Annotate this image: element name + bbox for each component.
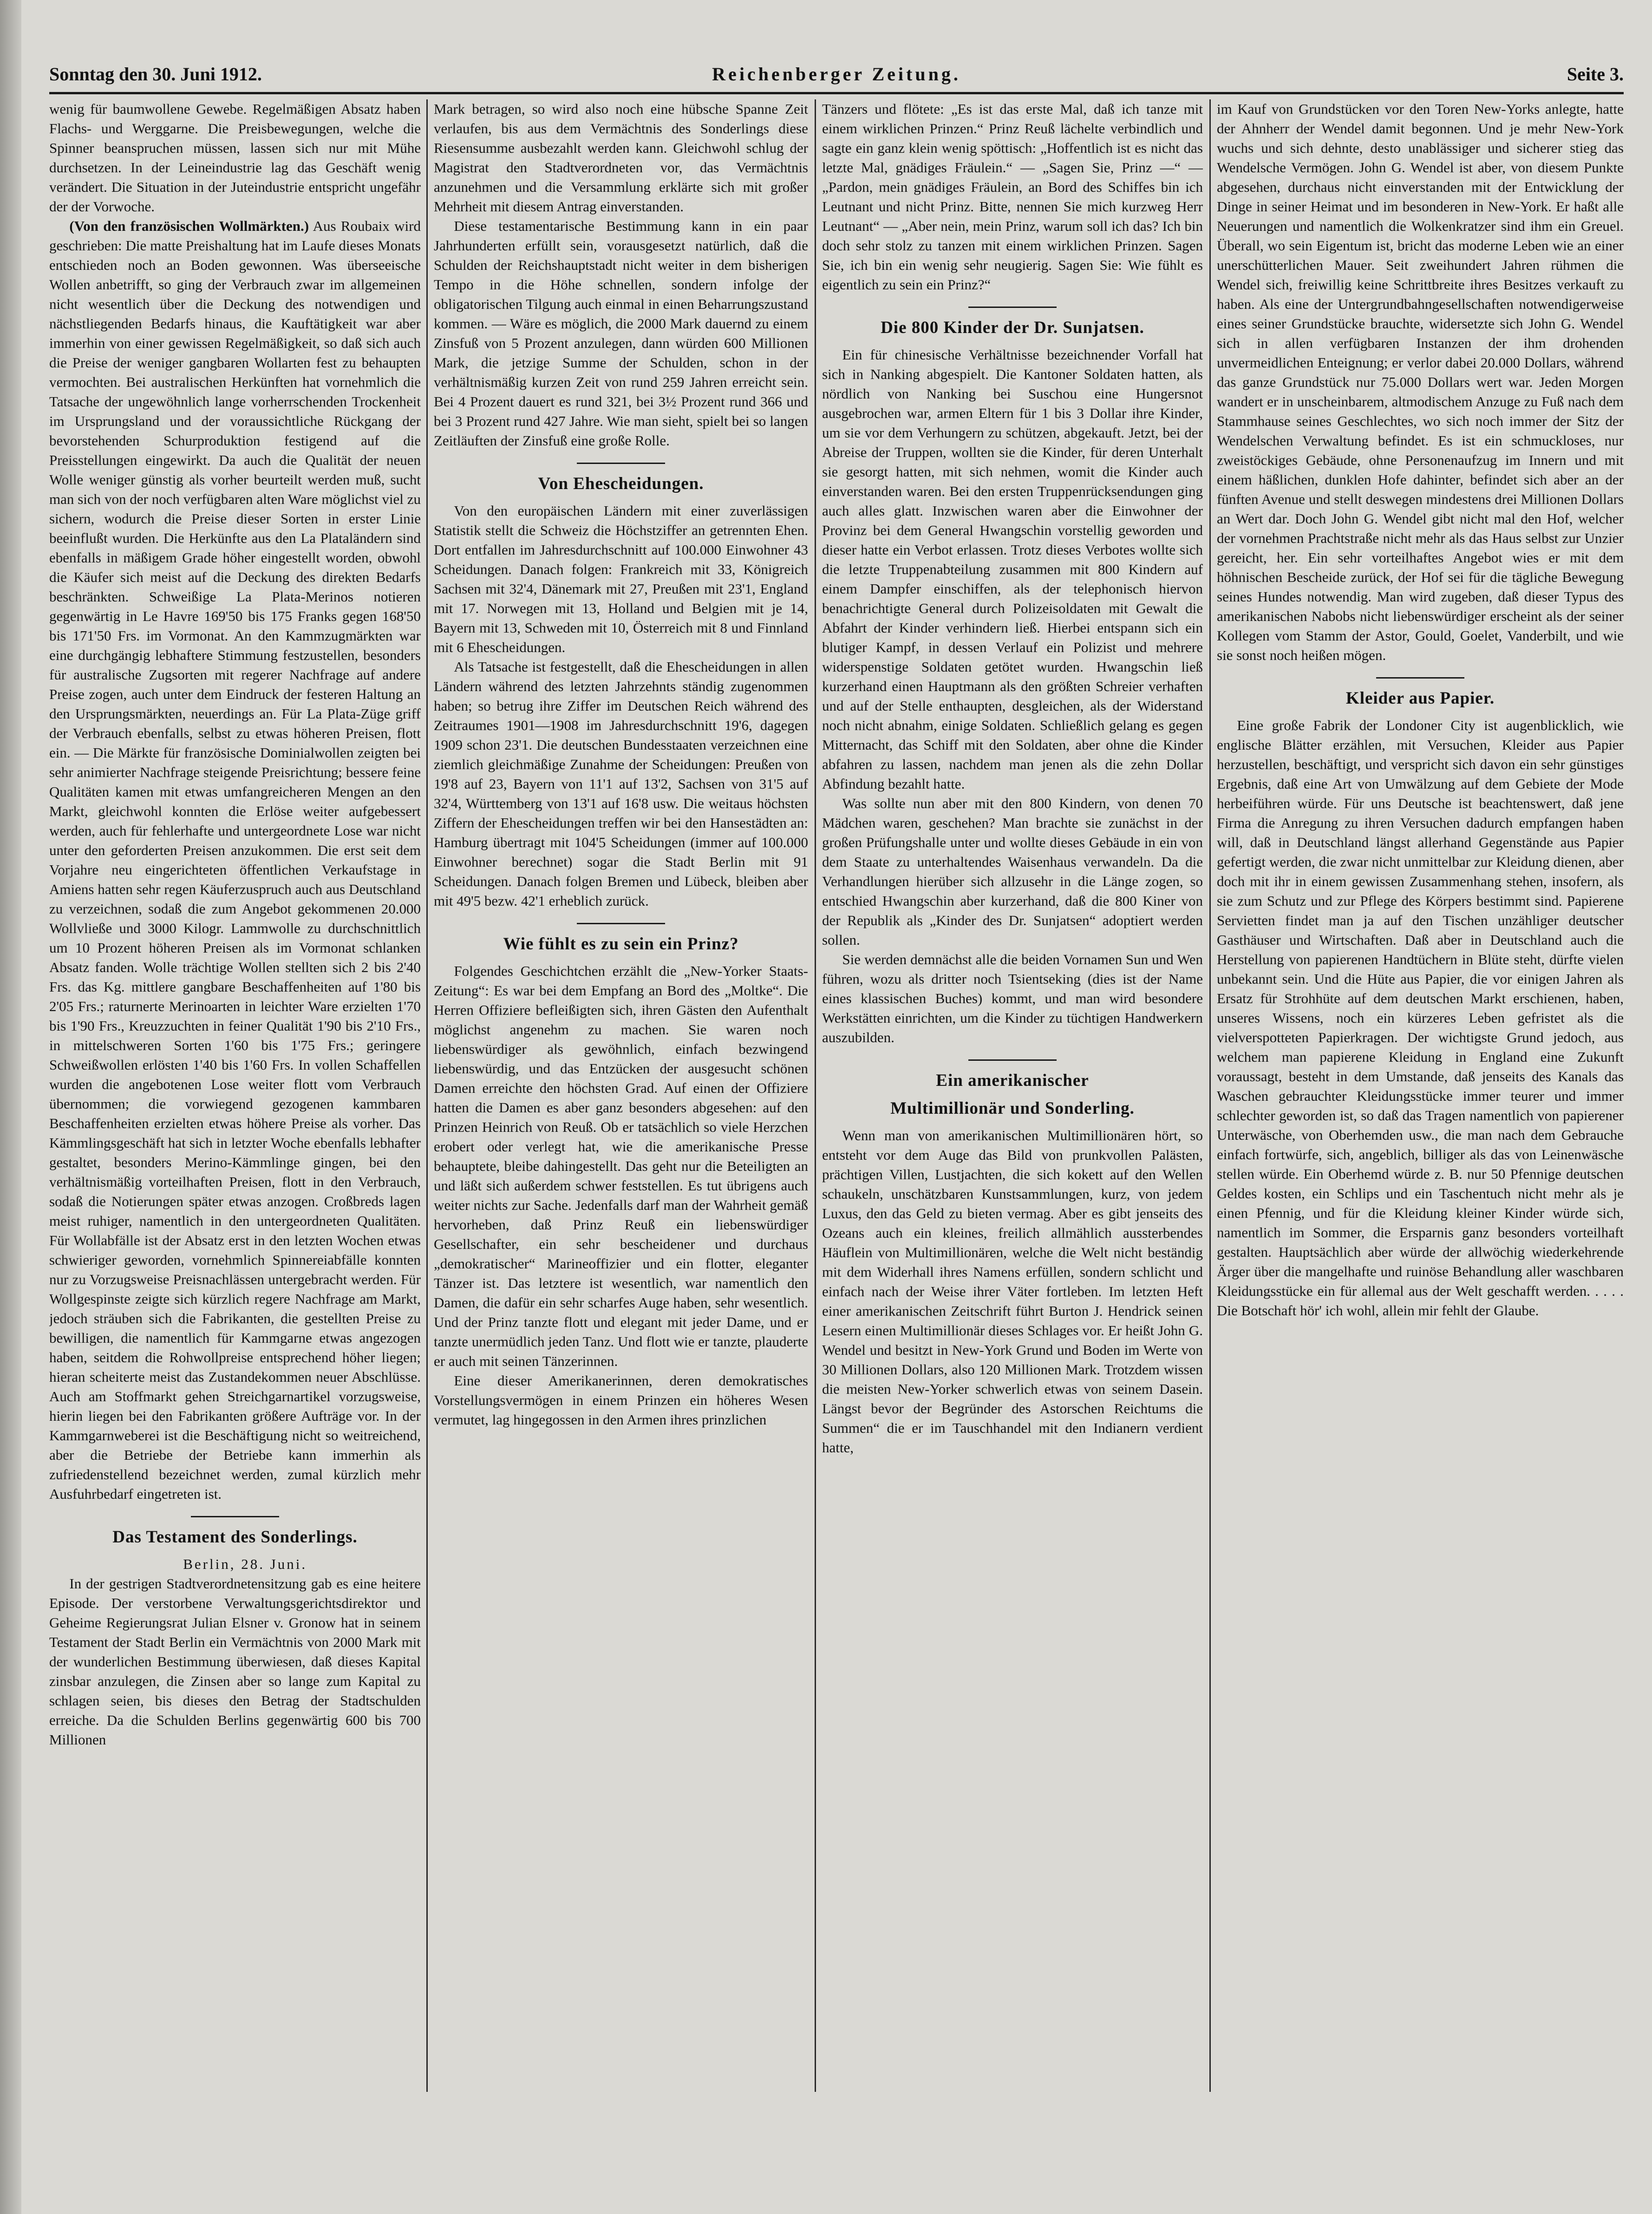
section-divider	[1376, 677, 1464, 679]
article-paragraph: im Kauf von Grundstücken vor den Toren New-Yorks anlegte, hatte der Ahnherr der Wendel damit begonnen. Und je mehr New-York wuchs und sich dehnte, desto unablässiger und sicherer stieg das Wendelsche Vermögen. John G. Wendel ist aber, von diesem Punkte abgesehen, durchaus nicht einverstanden mit der Entwicklung der Dinge in seiner Heimat und im besonderen in New-York. Er haßt alle Neuerungen und namentlich die Wolkenkratzer sind ihm ein Greuel. Überall, wo sein Eigentum ist, bricht das moderne Leben wie an einer unerschütterlichen Mauer. Seit zweihundert Jahren rühmen die Wendel sich, freiwillig keine Schrittbreite ihres Besitzes verkauft zu haben. Als eine der Untergrundbahngesellschaften notwendigerweise eines seiner Grundstücke brauchte, widersetzte sich John G. Wendel sich in allen verfügbaren Instanzen der ihm drohenden unvermeidlichen Enteignung; er verlor dabei 20.000 Dollars, während das ganze Grundstück nur 75.000 Dollars wert war. Jeden Morgen wandert er in unscheinbarem, altmodischem Anzuge zu Fuß nach dem Stammhause seines Geschlechtes, wo sich noch immer der Sitz der Wendelschen Verwaltung befindet. Es ist ein schmuckloses, nur zweistöckiges Gebäude, ohne Personenaufzug im Innern und mit einem häßlichen, dunklen Hofe dahinter, befindet sich aber an der fünften Avenue und stellt deswegen mindestens drei Millionen Dollars an Wert dar. Doch John G. Wendel gibt nicht mal den Hof, welcher der vornehmen Prachtstraße nicht mehr als das Haus selbst zur Unzier gereicht, her. Ein sehr vorteilhaftes Angebot wies er mit dem höhnischen Bescheide zurück, der Hof sei für die tägliche Bewegung seines Hundes notwendig. Man wird zugeben, daß dieser Typus des amerikanischen Nabobs nicht liebenswürdiger erscheint als der seiner Kollegen vom Stamm der Astor, Gould, Goelet, Vanderbilt, und wie sie sonst noch heißen mögen.	[1217, 101, 1624, 663]
column-2	[434, 99, 808, 2092]
article-paragraph: wenig für baumwollene Gewebe. Regelmäßigen Absatz haben Flachs- und Werggarne. Die Preisbewegungen, welche die Spinner beanspruchen müssen, lassen sich nur mit Mühe durchsetzen. In der Leineindustrie lag das Geschäft wenig verändert. Die Situation in der Juteindustrie entspricht ungefähr der der Vorwoche.	[49, 101, 421, 215]
article-paragraph: Mark betragen, so wird also noch eine hübsche Spanne Zeit verlaufen, bis aus dem Vermächtnis des Sonderlings diese Riesensumme ausbezahlt werden kann. Gleichwohl schlug der Magistrat den Stadtverordneten vor, das Vermächtnis anzunehmen und die Versammlung erklärte sich mit großer Mehrheit mit diesem Antrag einverstanden.	[434, 101, 808, 215]
section-divider	[577, 463, 665, 464]
article-paragraph: Folgendes Geschichtchen erzählt die „New-Yorker Staats-Zeitung“: Es war bei dem Empfang an Bord des „Moltke“. Die Herren Offiziere befleißigten sich, ihren Gästen den Aufenthalt möglichst angenehm zu machen. Sie waren noch liebenswürdiger als gewöhnlich, einfach bezwingend liebenswürdig, und das Entzücken der ausgesucht schönen Damen erreichte den höchsten Grad. Auf einen der Offiziere hatten die Damen es aber ganz besonders abgesehen: auf den Prinzen Heinrich von Reuß. Ob er tatsächlich so viele Herzchen erobert oder verlegt hat, wie die amerikanische Presse behauptete, bleibe dahingestellt. Das geht nur die Beteiligten an und läßt sich außerdem schwer feststellen. Es tut übrigens auch weiter nichts zur Sache. Jedenfalls darf man der Wahrheit gemäß hervorheben, daß Prinz Reuß ein liebenswürdiger Gesellschafter, ein sehr bescheidener und durchaus „demokratischer“ Marineoffizier und ein flotter, eleganter Tänzer ist. Das letztere ist wesentlich, war namentlich den Damen, die dafür ein sehr scharfes Auge haben, sehr wesentlich. Und der Prinz tanzte flott und elegant mit jeder Dame, und er tanzte unermüdlich jeden Tanz. Und flott wie er tanzte, plauderte er auch mit seinen Tänzerinnen.	[434, 963, 808, 1369]
section-divider	[577, 923, 665, 924]
column-4	[1217, 99, 1624, 2092]
page-header	[49, 59, 1624, 94]
article-paragraph: Eine dieser Amerikanerinnen, deren demokratisches Vorstellungsvermögen in einem Prinzen ein höheres Wesen vermutet, lag hingegossen in den Armen ihres prinzlichen	[434, 1372, 808, 1428]
article-paragraph: Als Tatsache ist festgestellt, daß die Ehescheidungen in allen Ländern während des letzten Jahrzehnts ständig zugenommen haben; so betrug ihre Ziffer im Deutschen Reich während des Zeitraumes 1901—1908 im Jahresdurchschnitt 19'6, dagegen 1909 schon 23'1. Die deutschen Bundesstaaten verzeichnen eine ziemlich gleichmäßige Zunahme der Scheidungen: Preußen von 19'8 auf 23, Bayern von 11'1 auf 13'2, Sachsen von 31'5 auf 32'4, Württemberg von 13'1 auf 16'8 usw. Die weitaus höchsten Ziffern der Ehescheidungen treffen wir bei den Hansestädten an: Hamburg übertragt mit 104'5 Scheidungen (immer auf 100.000 Einwohner berechnet) sogar die Stadt Berlin mit 91 Scheidungen. Danach folgen Bremen und Lübeck, bleiben aber mit 49'5 bezw. 42'1 erheblich zurück.	[434, 659, 808, 909]
column-rule	[1209, 99, 1211, 2092]
article-title: Von Ehescheidungen.	[538, 474, 704, 493]
article-paragraph: Diese testamentarische Bestimmung kann in ein paar Jahrhunderten erfüllt sein, vorausgesetzt natürlich, daß die Schulden der Reichshauptstadt nicht weiter in dem bisherigen Tempo in die Höhe schnellen, sondern infolge der obligatorischen Tilgung auch einmal in einen Beharrungszustand kommen. — Wäre es möglich, die 2000 Mark dauernd zu einem Zinsfuß von 5 Prozent anzulegen, dann würden 600 Millionen Mark, die jetzige Summe der Schulden, schon in der verhältnismäßig kurzen Zeit von rund 259 Jahren erreicht sein. Bei 4 Prozent dauert es rund 321, bei 3½ Prozent rund 366 und bei 3 Prozent rund 427 Jahre. Wie man sieht, spielt bei so langen Zeitläuften der Zinsfuß eine große Rolle.	[434, 218, 808, 449]
article-paragraph: Was sollte nun aber mit den 800 Kindern, von denen 70 Mädchen waren, geschehen? Man brachte sie zunächst in der großen Prüfungshalle unter und wollte dieses Gebäude in ein von dem Staate zu unterhaltendes Waisenhaus verwandeln. Da die Verhandlungen hierüber sich allzusehr in die Länge zogen, so entschied Hwangschin aber kurzerhand, daß die 800 Kiner von der Republik als „Kinder des Dr. Sunjatsen“ adoptiert werden sollen.	[822, 795, 1203, 948]
section-divider	[191, 1516, 279, 1517]
page-edge	[0, 0, 21, 2214]
article-paragraph: Ein für chinesische Verhältnisse bezeichnender Vorfall hat sich in Nanking abgespielt. Die Kantoner Soldaten hatten, als nördlich von Nanking bei Suschou eine Hungersnot ausgebrochen war, armen Eltern für 1 bis 3 Dollar ihre Kinder, um sie vor dem Verhungern zu schützen, abgekauft. Jetzt, bei der Abreise der Truppen, wollten sie die Kinder, für deren Unterhalt sie gesorgt hatten, mit sich nehmen, womit die Kinder auch einverstanden waren. Bei den ersten Truppenrücksendungen ging auch alles glatt. Inzwischen waren aber die Einwohner der Provinz bei dem General Hwangschin vorstellig geworden und dieser hatte ein Verbot erlassen. Trotz dieses Verbotes wollte sich die letzte Truppenabteilung zusammen mit 800 Kindern auf einem Dampfer einschiffen, als der telephonisch hiervon benachrichtigte General durch Polizeisoldaten mit Gewalt die Abfahrt der Kinder verhindern ließ. Hierbei entspann sich ein blutiger Kampf, in dessen Verlauf ein Polizist und mehrere widerspenstige Soldaten getötet wurden. Hwangschin ließ kurzerhand einen Hauptmann als den größten Schreier verhaften und auf der Stelle enthaupten, desgleichen, als der Widerstand noch nicht abnahm, einige Soldaten. Schließlich gelang es gegen Mitternacht, das Schiff mit den Soldaten, aber ohne die Kinder abfahren zu lassen, nachdem man jenen als die zehn Dollar Abfindung bezahlt hatte.	[822, 346, 1203, 792]
newspaper-title: Reichenberger Zeitung.	[712, 64, 961, 85]
article-title: Die 800 Kinder der Dr. Sunjatsen.	[881, 318, 1144, 337]
article-paragraph: Von den europäischen Ländern mit einer zuverlässigen Statistik stellt die Schweiz die Höchstziffer an getrennten Ehen. Dort entfallen im Jahresdurchschnitt auf 100.000 Einwohner 43 Scheidungen. Danach folgen: Frankreich mit 33, Königreich Sachsen mit 32'4, Dänemark mit 27, Preußen mit 23'1, England mit 17. Norwegen mit 13, Holland und Belgien mit je 14, Bayern mit 13, Schweden mit 10, Österreich mit 8 und Finnland mit 6 Ehescheidungen.	[434, 503, 808, 655]
article-title: Wie fühlt es zu sein ein Prinz?	[503, 934, 739, 954]
column-3	[822, 99, 1203, 2092]
column-1	[49, 99, 421, 2092]
article-title-inline: (Von den französischen Wollmärkten.)	[69, 218, 309, 234]
article-paragraph: Wenn man von amerikanischen Multimillionären hört, so entsteht vor dem Auge das Bild von prunkvollen Palästen, prächtigen Villen, Lustjachten, die sich kokett auf den Wellen schaukeln, unschätzbaren Kunstsammlungen, kurz, von jedem Luxus, den das Geld zu bieten vermag. Aber es gibt jenseits des Ozeans auch ein kleines, freilich allmählich aussterbendes Häuflein von Multimillionären, welche die Welt nicht beständig mit dem Widerhall ihres Namens erfüllen, sondern schlicht und einfach nach der Weise ihrer Väter fortleben. Im letzten Heft einer amerikanischen Zeitschrift führt Burton J. Hendrick seinen Lesern einen Multimillionär dieses Schlages vor. Er heißt John G. Wendel und besitzt in New-York Grund und Boden im Werte von 30 Millionen Dollars, also 120 Millionen Mark. Trotzdem wissen die meisten New-Yorker schwerlich etwas von seinem Dasein. Längst bevor der Begründer des Astorschen Reichtums die Summen“ die er im Tauschhandel mit den Indianern verdient hatte,	[822, 1127, 1203, 1456]
article-title: Multimillionär und Sonderling.	[890, 1099, 1135, 1118]
article-paragraph: Eine große Fabrik der Londoner City ist augenblicklich, wie englische Blätter erzählen, mit Versuchen, Kleider aus Papier herzustellen, beschäftigt, und verspricht sich davon ein sehr günstiges Ergebnis, daß eine Art von Umwälzung auf dem Gebiete der Mode herbeiführen würde. Für uns Deutsche ist beachtenswert, daß jene Firma die Anregung zu ihren Versuchen dadurch empfangen haben will, daß in Deutschland längst allerhand Gegenstände aus Papier gefertigt werden, die zwar nicht unmittelbar zur Kleidung dienen, aber doch mit ihr in einem gewissen Zusammenhang stehen, insofern, als sie zum Schutz und zur Pflege des Körpers bestimmt sind. Papierene Servietten findet man ja auf den Tischen unzähliger deutscher Gasthäuser und Wirtschaften. Daß aber in Deutschland auch die Herstellung von papierenen Handtüchern in Blüte steht, dürfte vielen unbekannt sein. Und die Hüte aus Papier, die vor einigen Jahren als Ersatz für Strohhüte auf dem deutschen Markt erschienen, haben, unseres Wissens, noch ein kürzeres Leben gefristet als die vielverspotteten Papierkragen. Der wichtigste Grund jedoch, aus welchem man papierene Kleidung in England eine Zukunft voraussagt, besteht in dem Umstande, daß jenseits des Kanals das Waschen gebrauchter Kleidungsstücke immer teurer und immer schlechter geworden ist, so daß das Tragen namentlich von papierener Unterwäsche, von Oberhemden usw., die man nach dem Gebrauche einfach fortwürfe, sich, angeblich, billiger als das von Leinenwäsche stellen würde. Ein Oberhemd würde z. B. nur 50 Pfennige deutschen Geldes kosten, ein Schlips und ein Taschentuch nicht mehr als je einen Pfennig, und für die Kleidung kleiner Kinder würde sich, namentlich im Sommer, die Ersparnis ganz besonders vorteilhaft gestalten. Hauptsächlich aber würde der allwöchig wiederkehrende Ärger über die mangelhafte und ruinöse Behandlung aller waschbaren Kleidungsstücke ein für allemal aus der Welt geschafft werden. . . . . Die Botschaft hör' ich wohl, allein mir fehlt der Glaube.	[1217, 717, 1624, 1319]
article-title: Das Testament des Sonderlings.	[112, 1528, 358, 1547]
article-title: Ein amerikanischer	[936, 1071, 1089, 1090]
article-paragraph	[49, 216, 421, 1504]
issue-date: Sonntag den 30. Juni 1912.	[49, 64, 262, 85]
page-number: Seite 3.	[1567, 64, 1624, 85]
article-text: Aus Roubaix wird geschrieben: Die matte Preishaltung hat im Laufe dieses Monats entschieden noch an Boden gewonnen. Was überseeische Wollen anbetrifft, so ging der Verbrauch zwar im allgemeinen nicht wesentlich über die Deckung des notwendigen und nächstliegenden Bedarfs hinaus, die Kauftätigkeit war aber immerhin von einer gewissen Regelmäßigkeit, so daß sich auch die Preise der weniger gangbaren Wollarten fest zu behaupten vermochten. Bei australischen Herkünften hat vornehmlich die Tatsache der ungewöhnlich lange vorherrschenden Trockenheit im Ursprungsland und der voraussichtliche Rückgang der bevorstehenden Schurproduktion festigend auf die Preisstellungen eingewirkt. Da auch die Qualität der neuen Wolle weniger günstig als vorher beurteilt werden muß, sucht man sich von der noch verfügbaren alten Ware möglichst viel zu sichern, wodurch die Preise dieser Sorten in erster Linie beeinflußt wurden. Die Herkünfte aus den La Plataländern sind ebenfalls in mäßigem Grade höher eingestellt worden, obwohl die Käufer sich meist auf die Deckung des direkten Bedarfs beschränkten. Schweißige La Plata-Merinos notieren gegenwärtig in Le Havre 169'50 bis 175 Franks gegen 168'50 bis 171'50 Frs. im Vormonat. An den Kammzugmärkten war eine durchgängig lebhaftere Stimmung festzustellen, besonders für australische Zugsorten mit regerer Nachfrage auf andere Preise zogen, auch unter dem Eindruck der festeren Haltung an den Ursprungsmärkten, neuerdings an. Für La Plata-Züge griff der Verbrauch ebenfalls, selbst zu etwas höheren Preisen, flott ein. — Die Märkte für französische Dominialwollen zeigten bei sehr animierter Nachfrage steigende Preisrichtung; bessere feine Qualitäten kamen mit etwas umfangreicheren Mengen an den Markt, gleichwohl konnten die Erlöse weiter aufgebessert werden, auch für fehlerhafte und untergeordnete Lose war nicht unter den geforderten Preisen anzukommen. Die erst seit dem Vorjahre neu eingerichteten öffentlichen Verkaufstage in Amiens hatten sehr regen Käuferzuspruch auch aus Deutschland zu verzeichnen, sodaß die zum Angebot gekommenen 20.000 Wollvließe und 3000 Kilogr. Lammwolle zu durchschnittlich um 10 Prozent höheren Preisen als im Vormonat schlanken Absatz fanden. Wolle trächtige Wollen stellten sich 2 bis 2'40 Frs. das Kg. mittlere gangbare Beschaffenheiten auf 1'80 bis 2'05 Frs.; raturnerte Merinoarten in leichter Ware erzielten 1'70 bis 1'90 Frs., Kreuzzuchten in feiner Qualität 1'90 bis 2'10 Frs., in mittelschweren Sorten 1'60 bis 1'75 Frs.; geringere Schweißwollen erlösten 1'40 bis 1'60 Frs. In vollen Schaffellen wurden die angebotenen Lose weiter flott vom Verbrauch übernommen; die vorwiegend gezogenen kammbaren Beschaffenheiten erzielten etwas höhere Preise als vorher. Das Kämmlingsgeschäft hat sich in letzter Woche ebenfalls lebhafter gestaltet, besonders Merino-Kämmlinge gingen, bei den verhältnismäßig vorteilhaften Preisen, flott in den Verbrauch, sodaß die Notierungen später etwas anzogen. Croßbreds lagen meist ruhiger, namentlich in den untergeordneten Qualitäten. Für Wollabfälle ist der Absatz erst in den letzten Wochen etwas schwieriger geworden, vornehmlich Spinnereiabfälle konnten nur zu Vorzugsweise Preisnachlässen untergebracht werden. Für Wollgespinste zeigte sich kürzlich regere Nachfrage am Markt, jedoch sträuben sich die Fabrikanten, die gestellten Preise zu bewilligen, die namentlich für Kammgarne etwas angezogen haben, seitdem die Rohwollpreise entsprechend höher liegen; hieran scheiterte meist das Zustandekommen neuer Abschlüsse. Auch am Stoffmarkt gehen Streichgarnartikel vorzugsweise, hierin liegen bei den Fabrikanten größere Aufträge vor. In der Kammgarnweberei ist die Beschäftigung nicht so weitreichend, aber die Betriebe der Betriebe kann immerhin als zufriedenstellend bezeichnet werden, zumal kürzlich mehr Ausfuhrbedarf eingetreten ist.	[49, 218, 421, 1502]
article-paragraph: Tänzers und flötete: „Es ist das erste Mal, daß ich tanze mit einem wirklichen Prinzen.“ Prinz Reuß lächelte verbindlich und sagte ein ganz klein wenig spöttisch: „Hoffentlich ist es nicht das letzte Mal, gnädiges Fräulein.“ — „Sagen Sie, Prinz —“ — „Pardon, mein gnädiges Fräulein, an Bord des Schiffes bin ich Leutnant und nicht Prinz. Bitte, nennen Sie mich kurzweg Herr Leutnant“ — „Aber nein, mein Prinz, warum soll ich das? Ich bin doch sehr stolz zu tanzen mit einem wirklichen Prinzen. Sagen Sie, ich bin ein wenig sehr neugierig. Sagen Sie: Wie fühlt es eigentlich zu sein ein Prinz?“	[822, 101, 1203, 293]
column-rule	[815, 99, 816, 2092]
column-rule	[426, 99, 428, 2092]
section-divider	[968, 307, 1057, 308]
article-paragraph: In der gestrigen Stadtverordnetensitzung gab es eine heitere Episode. Der verstorbene Verwaltungsgerichtsdirektor und Geheime Regierungsrat Julian Elsner v. Gronow hat in seinem Testament der Stadt Berlin ein Vermächtnis von 2000 Mark mit der wunderlichen Bestimmung überwiesen, daß dieses Kapital zinsbar anzulegen, die Zinsen aber so lange zum Kapital zu schlagen seien, bis dieses den Betrag der Stadtschulden erreiche. Da die Schulden Berlins gegenwärtig 600 bis 700 Millionen	[49, 1575, 421, 1748]
article-dateline: Berlin, 28. Juni.	[183, 1556, 307, 1572]
section-divider	[968, 1059, 1057, 1061]
article-paragraph: Sie werden demnächst alle die beiden Vornamen Sun und Wen führen, wozu als dritter noch Tsientseking (dies ist der Name eines klassischen Buches) kommt, und man wird besondere Werkstätten einrichten, um die Kinder zu tüchtigen Handwerkern auszubilden.	[822, 951, 1203, 1045]
article-title: Kleider aus Papier.	[1345, 689, 1495, 708]
